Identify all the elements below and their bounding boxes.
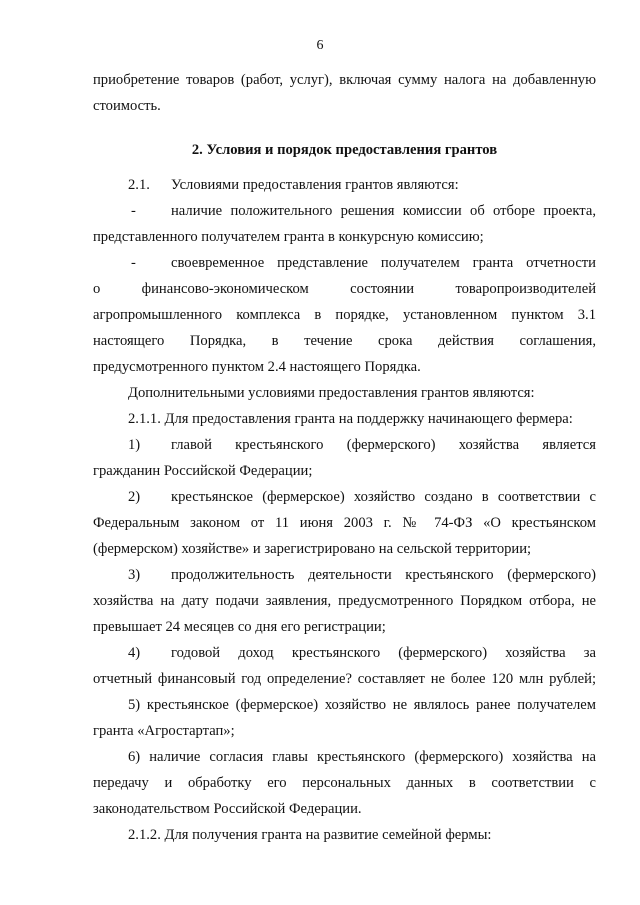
paragraph-line: хозяйства на дату подачи заявления, предусмотренного Порядком отбора, не <box>93 593 596 609</box>
paragraph-line: приобретение товаров (работ, услуг), включая сумму налога на добавленную <box>93 72 596 88</box>
item-number: 4) <box>128 645 141 661</box>
paragraph-line: передачу и обработку его персональных данных в соответствии с <box>93 775 596 791</box>
paragraph-line: превышает 24 месяцев со дня его регистрации; <box>93 619 386 635</box>
paragraph-line: настоящего Порядка, в течение срока действия соглашения, <box>93 333 596 349</box>
item-text: 5) крестьянское (фермерское) хозяйство не являлось ранее получателем <box>128 697 596 713</box>
clause-number: 2.1. <box>128 177 150 193</box>
paragraph-line: агропромышленного комплекса в порядке, установленном пунктом 3.1 <box>93 307 596 323</box>
dash-marker: - <box>131 203 136 219</box>
paragraph-line: предусмотренного пунктом 2.4 настоящего Порядка. <box>93 359 421 375</box>
list-item <box>93 487 596 507</box>
item-text: продолжительность деятельности крестьянского (фермерского) <box>171 567 596 583</box>
paragraph-line: (фермерском) хозяйстве» и зарегистрировано на сельской территории; <box>93 541 532 557</box>
item-text: главой крестьянского (фермерского) хозяйства является <box>171 437 596 453</box>
clause-2-1-1: 2.1.1. Для предоставления гранта на поддержку начинающего фермера: <box>128 411 573 427</box>
dash-marker: - <box>131 255 136 271</box>
item-number: 1) <box>128 437 141 453</box>
item-number: 2) <box>128 489 141 505</box>
paragraph-line: гранта «Агростартап»; <box>93 723 235 739</box>
paragraph-line: законодательством Российской Федерации. <box>93 801 362 817</box>
list-item <box>93 747 596 767</box>
paragraph-line: Федеральным законом от 11 июня 2003 г. № 74-ФЗ «О крестьянском <box>93 515 596 531</box>
clause-2-1 <box>93 175 596 195</box>
item-text: 6) наличие согласия главы крестьянского (фермерского) хозяйства на <box>128 749 596 765</box>
paragraph-line: представленного получателем гранта в конкурсную комиссию; <box>93 229 484 245</box>
paragraph-line: гражданин Российской Федерации; <box>93 463 313 479</box>
page-number: 6 <box>316 38 324 53</box>
clause-text: Условиями предоставления грантов являются: <box>171 177 459 193</box>
paragraph-line: стоимость. <box>93 98 161 114</box>
additional-conditions-heading: Дополнительными условиями предоставления грантов являются: <box>128 385 535 401</box>
paragraph-line: о финансово-экономическом состоянии товаропроизводителей <box>93 281 596 297</box>
item-text: годовой доход крестьянского (фермерского) хозяйства за <box>171 645 596 661</box>
condition-text: своевременное представление получателем гранта отчетности <box>171 255 596 271</box>
list-item <box>93 435 596 455</box>
list-item <box>93 565 596 585</box>
item-text: крестьянское (фермерское) хозяйство создано в соответствии с <box>171 489 596 505</box>
item-number: 3) <box>128 567 141 583</box>
list-item <box>93 643 596 663</box>
paragraph-line: отчетный финансовый год определение? составляет не более 120 млн рублей; <box>93 671 596 687</box>
section-title: 2. Условия и порядок предоставления грантов <box>191 142 498 158</box>
list-item <box>93 695 596 715</box>
condition-item <box>93 253 596 273</box>
condition-text: наличие положительного решения комиссии об отборе проекта, <box>171 203 596 219</box>
condition-item <box>93 201 596 221</box>
clause-2-1-2: 2.1.2. Для получения гранта на развитие семейной фермы: <box>128 827 492 843</box>
